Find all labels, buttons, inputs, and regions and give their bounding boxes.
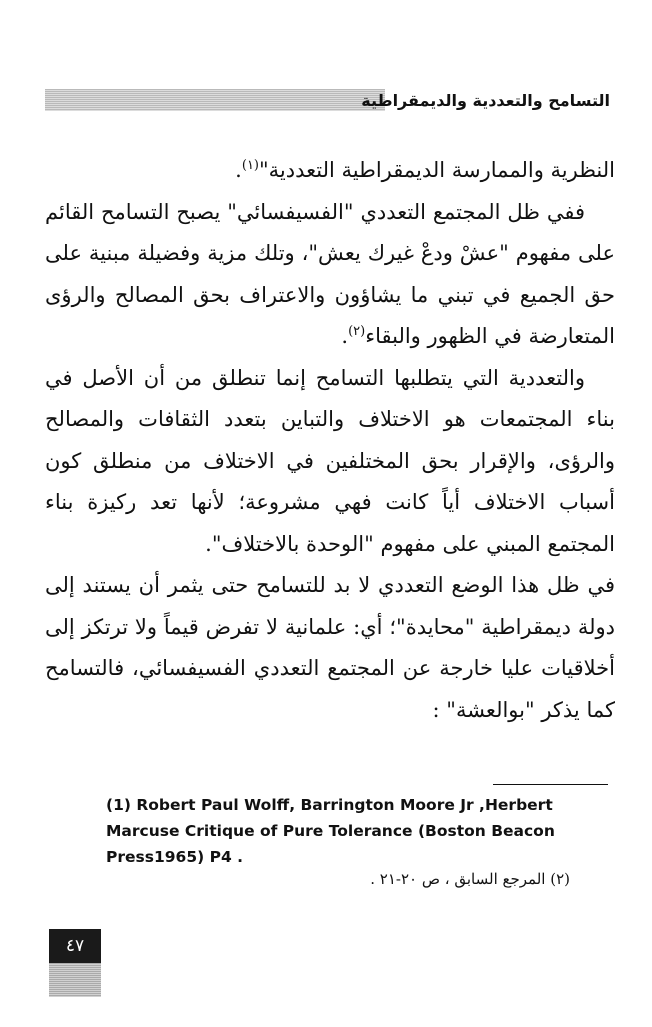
running-header-title: التسامح والتعددية والديمقراطية bbox=[361, 91, 610, 110]
footnote-2: (٢) المرجع السابق ، ص ٢٠-٢١ . bbox=[370, 870, 570, 888]
paragraph-2 bbox=[45, 192, 615, 358]
body-text bbox=[45, 150, 615, 731]
paragraph-1-text: النظرية والممارسة الديمقراطية التعددية" bbox=[259, 158, 615, 182]
footnote-1: (1) Robert Paul Wolff, Barrington Moore Jr ,Herbert Marcuse Critique of Pure Tolerance (Boston Beacon Press1965) P4 . bbox=[106, 796, 555, 866]
footnote-ref-2: (٢) bbox=[348, 324, 366, 339]
paragraph-3: والتعددية التي يتطلبها التسامح إنما تنطلق من أن الأصل في بناء المجتمعات هو الاختلاف والتباين بتعدد الثقافات والمصالح والرؤى، والإقرار بحق المختلفين في الاختلاف من منطلق كون أسباب الاختلاف أياً كانت فهي مشروعة؛ لأنها تعد ركيزة بناء المجتمع المبني على مفهوم "الوحدة بالاختلاف". bbox=[45, 365, 615, 556]
paragraph-2-tail: . bbox=[341, 324, 349, 348]
page-number-decorative-band bbox=[49, 963, 101, 997]
paragraph-1 bbox=[45, 150, 615, 192]
paragraph-1-tail: . bbox=[235, 158, 242, 182]
footnote-separator bbox=[493, 784, 608, 785]
paragraph-2-text: ففي ظل المجتمع التعددي "الفسيفسائي" يصبح التسامح القائم على مفهوم "عشْ ودعْ غيرك يعش"، وتلك مزية وفضيلة مبنية على حق الجميع في تبني ما يشاؤون والاعتراف بحق المصالح والرؤى المتعارضة في الظهور والبقاء bbox=[45, 199, 615, 348]
page-number: ٤٧ bbox=[49, 929, 101, 963]
footnote-ref-1: (١) bbox=[241, 158, 259, 173]
header-decorative-band bbox=[45, 89, 385, 111]
paragraph-4: في ظل هذا الوضع التعددي لا بد للتسامح حتى يثمر أن يستند إلى دولة ديمقراطية "محايدة"؛ أي: علمانية لا تفرض قيماً ولا ترتكز إلى أخلاقيات عليا خارجة عن المجتمع التعددي الفسيفسائي، فالتسامح كما يذكر "بوالعشة" : bbox=[45, 573, 615, 722]
